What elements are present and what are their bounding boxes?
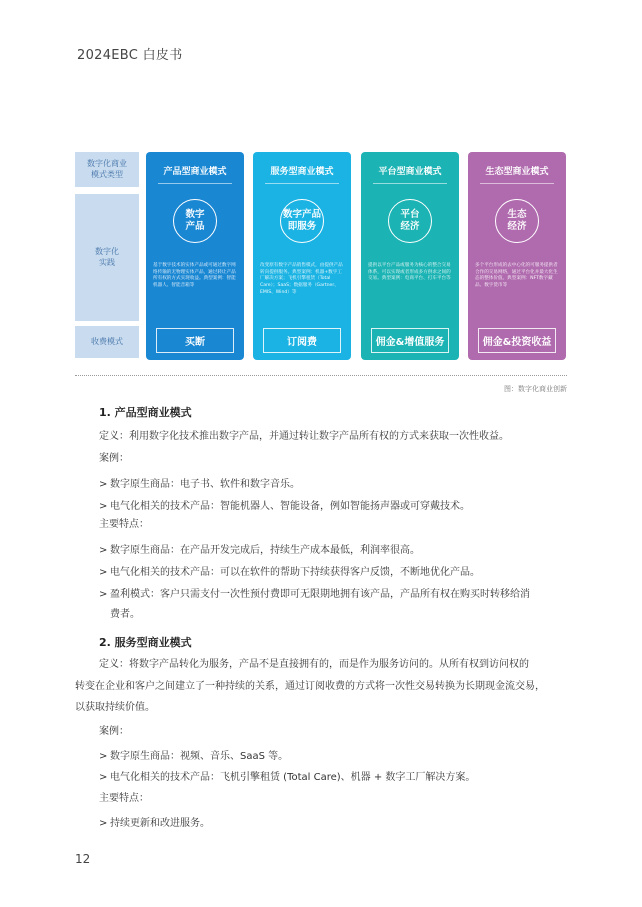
section2-definition-line2: 转变在企业和客户之间建立了一种持续的关系，通过订阅收费的方式将一次性交易转换为长期现金流交易， — [75, 681, 545, 692]
bullet-icon: > — [99, 589, 108, 600]
card-service-model — [253, 152, 351, 360]
card-fee: 订阅费 — [263, 328, 341, 353]
circle-line-2: 经济 — [400, 221, 420, 232]
card-description: 改变原有数字产品销售模式，由提供产品转向提供服务。典型案例：机器+数字工厂解决方案；飞机引擎租赁（Total Care）；SaaS；数据服务（Gartner、EMIS、Wind）等 — [260, 263, 343, 295]
label-model-type: 数字化商业 模式类型 — [75, 152, 139, 187]
card-description: 提供以平台产品或服务为核心的整合交易体系，可以实现或者形成多方供求之间的交易。典型案例：电商平台、打车平台等 — [368, 263, 451, 282]
card-divider — [373, 183, 447, 184]
list-item: > 电气化相关的技术产品：飞机引擎租赁 (Total Care)、机器 + 数字工厂解决方案。 — [99, 772, 476, 783]
bullet-icon: > — [99, 479, 108, 490]
card-circle — [173, 199, 217, 243]
document-header: 2024EBC 白皮书 — [77, 48, 183, 63]
list-item-continuation: 费者。 — [110, 609, 140, 620]
card-title: 生态型商业模式 — [485, 167, 549, 177]
list-item: > 数字原生商品：电子书、软件和数字音乐。 — [99, 479, 300, 490]
label-fee-model: 收费模式 — [75, 326, 139, 358]
circle-line-1: 平台 — [400, 208, 420, 220]
bullet-icon: > — [99, 818, 108, 829]
card-description: 基于数字技术的实体产品或可通过数字网络传输的无物理实体产品，通过转让产品所有权的方式实现收益。典型案例：智能机器人、智能音箱等 — [153, 263, 236, 288]
figure-divider — [75, 375, 567, 376]
section1-features-label: 主要特点： — [99, 519, 149, 530]
bullet-icon: > — [99, 567, 108, 578]
card-divider — [158, 183, 232, 184]
section2-definition-line3: 以获取持续价值。 — [75, 702, 155, 713]
section2-definition-line1: 定义：将数字产品转化为服务，产品不是直接拥有的，而是作为服务访问的。从所有权到访问权的 — [99, 659, 529, 670]
circle-line-2: 经济 — [507, 221, 527, 232]
card-divider — [265, 183, 339, 184]
circle-line-2: 产品 — [185, 221, 205, 232]
card-title: 服务型商业模式 — [270, 167, 334, 177]
card-fee: 佣金&增值服务 — [371, 328, 449, 353]
section2-features-label: 主要特点： — [99, 793, 149, 804]
figure-caption: 图：数字化商业创新 — [504, 385, 567, 393]
page-number: 12 — [75, 852, 91, 866]
card-title: 产品型商业模式 — [163, 167, 227, 177]
circle-line-1: 生态 — [507, 208, 527, 220]
list-item: > 电气化相关的技术产品：可以在软件的帮助下持续获得客户反馈，不断地优化产品。 — [99, 567, 480, 578]
section2-heading: 2. 服务型商业模式 — [99, 636, 192, 649]
bullet-icon: > — [99, 545, 108, 556]
circle-line-2: 即服务 — [287, 221, 317, 232]
list-item: > 数字原生商品：在产品开发完成后，持续生产成本最低，利润率很高。 — [99, 545, 420, 556]
card-title: 平台型商业模式 — [378, 167, 442, 177]
card-platform-model — [361, 152, 459, 360]
section2-cases-label: 案例： — [99, 726, 129, 737]
circle-line-1: 数字 — [185, 208, 205, 220]
section1-cases-label: 案例： — [99, 453, 129, 464]
card-circle — [388, 199, 432, 243]
bullet-icon: > — [99, 772, 108, 783]
card-ecosystem-model — [468, 152, 566, 360]
bullet-icon: > — [99, 501, 108, 512]
card-circle — [495, 199, 539, 243]
list-item: > 电气化相关的技术产品：智能机器人、智能设备，例如智能扬声器或可穿戴技术。 — [99, 501, 470, 512]
label-digital-practice: 数字化 实践 — [75, 194, 139, 321]
list-item: > 持续更新和改进服务。 — [99, 818, 210, 829]
card-divider — [480, 183, 554, 184]
card-circle — [280, 199, 324, 243]
card-fee: 佣金&投资收益 — [478, 328, 556, 353]
bullet-icon: > — [99, 751, 108, 762]
section1-heading: 1. 产品型商业模式 — [99, 406, 192, 419]
card-fee: 买断 — [156, 328, 234, 353]
circle-line-1: 数字产品 — [282, 208, 321, 220]
section1-definition: 定义：利用数字化技术推出数字产品，并通过转让数字产品所有权的方式来获取一次性收益。 — [99, 431, 509, 442]
list-item: > 数字原生商品：视频、音乐、SaaS 等。 — [99, 751, 289, 762]
card-product-model — [146, 152, 244, 360]
card-description: 多个平台形成的去中心化的可服务提供者合作的交易网络，通过平台化并最大化生态的整体价值。典型案例：NFT数字藏品、数字货币等 — [475, 263, 558, 288]
list-item: > 盈利模式：客户只需支付一次性预付费即可无限期地拥有该产品，产品所有权在购买时转移给消 — [99, 589, 530, 600]
